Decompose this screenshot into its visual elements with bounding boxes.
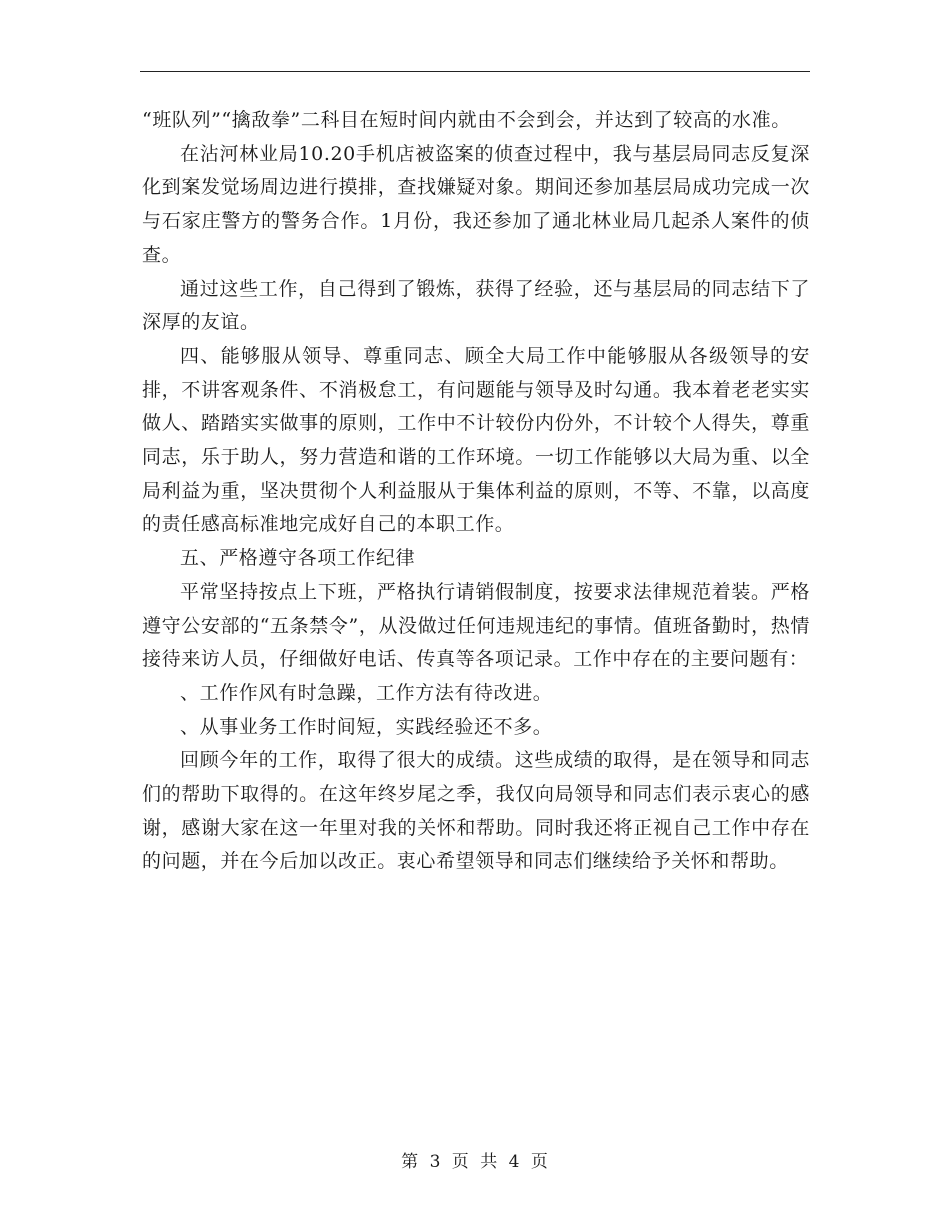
paragraph-6: 平常坚持按点上下班，严格执行请销假制度，按要求法律规范着装。严格遵守公安部的“五条禁令”，从没做过任何违规违纪的事情。值班备勤时，热情接待来访人员，仔细做好电话、传真等各项记录。工作中存在的主要问题有： bbox=[142, 580, 810, 671]
document-body bbox=[142, 104, 810, 879]
paragraph-2: 在沾河林业局10.20手机店被盗案的侦查过程中，我与基层局同志反复深化到案发觉场周边进行摸排，查找嫌疑对象。期间还参加基层局成功完成一次与石家庄警方的警务合作。1月份，我还参加了通北林业局几起杀人案件的侦查。 bbox=[142, 142, 810, 266]
paragraph-conclusion: 回顾今年的工作，取得了很大的成绩。这些成绩的取得，是在领导和同志们的帮助下取得的。在这年终岁尾之季，我仅向局领导和同志们表示衷心的感谢，感谢大家在这一年里对我的关怀和帮助。同时我还将正视自己工作中存在的问题，并在今后加以改正。衷心希望领导和同志们继续给予关怀和帮助。 bbox=[142, 749, 810, 873]
section-heading-5: 五、严格遵守各项工作纪律 bbox=[180, 547, 416, 570]
problem-item-2: 、从事业务工作时间短，实践经验还不多。 bbox=[180, 715, 553, 738]
paragraph-3: 通过这些工作，自己得到了锻炼，获得了经验，还与基层局的同志结下了深厚的友谊。 bbox=[142, 277, 810, 334]
page-number-footer: 第 3 页 共 4 页 bbox=[401, 1152, 549, 1172]
paragraph-4: 四、能够服从领导、尊重同志、顾全大局工作中能够服从各级领导的安排，不讲客观条件、不消极怠工，有问题能与领导及时勾通。我本着老老实实做人、踏踏实实做事的原则，工作中不计较份内份外，不计较个人得失，尊重同志，乐于助人，努力营造和谐的工作环境。一切工作能够以大局为重、以全局利益为重，坚决贯彻个人利益服从于集体利益的原则，不等、不靠，以高度的责任感高标准地完成好自己的本职工作。 bbox=[142, 344, 810, 536]
paragraph-1: “班队列”“擒敌拳”二科目在短时间内就由不会到会，并达到了较高的水准。 bbox=[142, 109, 791, 131]
header-rule bbox=[140, 71, 810, 72]
problem-item-1: 、工作作风有时急躁，工作方法有待改进。 bbox=[180, 681, 553, 704]
